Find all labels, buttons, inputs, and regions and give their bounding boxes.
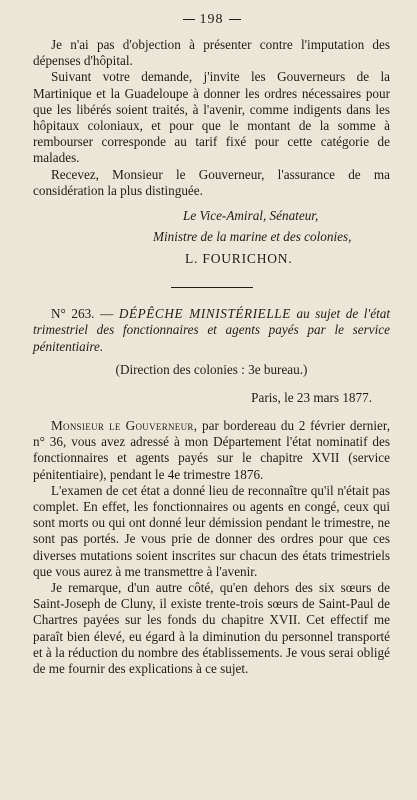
document-dateline: Paris, le 23 mars 1877.: [251, 390, 372, 406]
header-left-dash: [183, 19, 195, 20]
document-number: N° 263.: [51, 305, 95, 321]
document-heading: [33, 306, 390, 356]
document-bureau: (Direction des colonies : 3e bureau.): [115, 362, 308, 378]
document-paragraph-examen: L'examen de cet état a donné lieu de reconnaître qu'il n'était pas complet. En effet, les fonctionnaires ou agents en congé, ceux qui sont morts ou qui ont donné leur démission pendant le trimestre, ne sont pas portés. Je vous prie de donner des ordres pour que ces diverses mutations soient inscrites sur chacun des états trimestriels que vous aurez à me transmettre à l'avenir.: [33, 482, 390, 579]
document-salutation: Monsieur le Gouverneur,: [51, 418, 198, 434]
signature-title: Le Vice-Amiral, Sénateur,: [183, 208, 319, 224]
document-paragraph-bordereau: [33, 418, 390, 483]
signature-name: L. FOURICHON.: [185, 251, 293, 267]
document-paragraph-bordereau-text: par bordereau du 2 février dernier, n° 36, vous avez adressé à mon Département l'état nominatif des fonctionnaires et agents payés sur le chapitre XVII (service pénitentiaire), pendant le 4e trimestre 1876.: [33, 418, 390, 482]
page-header: [33, 12, 390, 28]
header-right-dash: [229, 19, 241, 20]
letter-paragraph-objection: Je n'ai pas d'objection à présenter contre l'imputation des dépenses d'hôpital.: [33, 37, 390, 69]
document-heading-dash: —: [100, 305, 114, 321]
document-paragraph-soeurs: Je remarque, d'un autre côté, qu'en dehors des six sœurs de Saint-Joseph de Cluny, il existe trente-trois sœurs de Saint-Paul de Chartres payées sur les fonds du chapitre XVII. Cet effectif me paraît bien élevé, eu égard à la diminution du personnel transporté et à la réduction du nombre des établissements. Je vous serai obligé de me fournir des explications à ce sujet.: [33, 580, 390, 677]
letter-paragraph-instructions: Suivant votre demande, j'invite les Gouverneurs de la Martinique et la Guadeloupe à donner les ordres nécessaires pour que les libérés soient traités, à l'avenir, comme indigents dans les hôpitaux coloniaux, et pour que le montant de la somme à rembourser corresponde au tarif fixé pour cette catégorie de malades.: [33, 69, 390, 166]
document-title-rest: au sujet de l'état trimestriel des fonctionnaires et agents payés par le service pénitentiaire.: [33, 305, 391, 354]
page-number: 198: [199, 12, 224, 27]
section-divider: [171, 287, 253, 288]
letter-paragraph-closing: Recevez, Monsieur le Gouverneur, l'assurance de ma considération la plus distinguée.: [33, 166, 390, 198]
signature-role: Ministre de la marine et des colonies,: [153, 228, 352, 244]
document-title-caps: DÉPÊCHE MINISTÉRIELLE: [118, 305, 291, 321]
